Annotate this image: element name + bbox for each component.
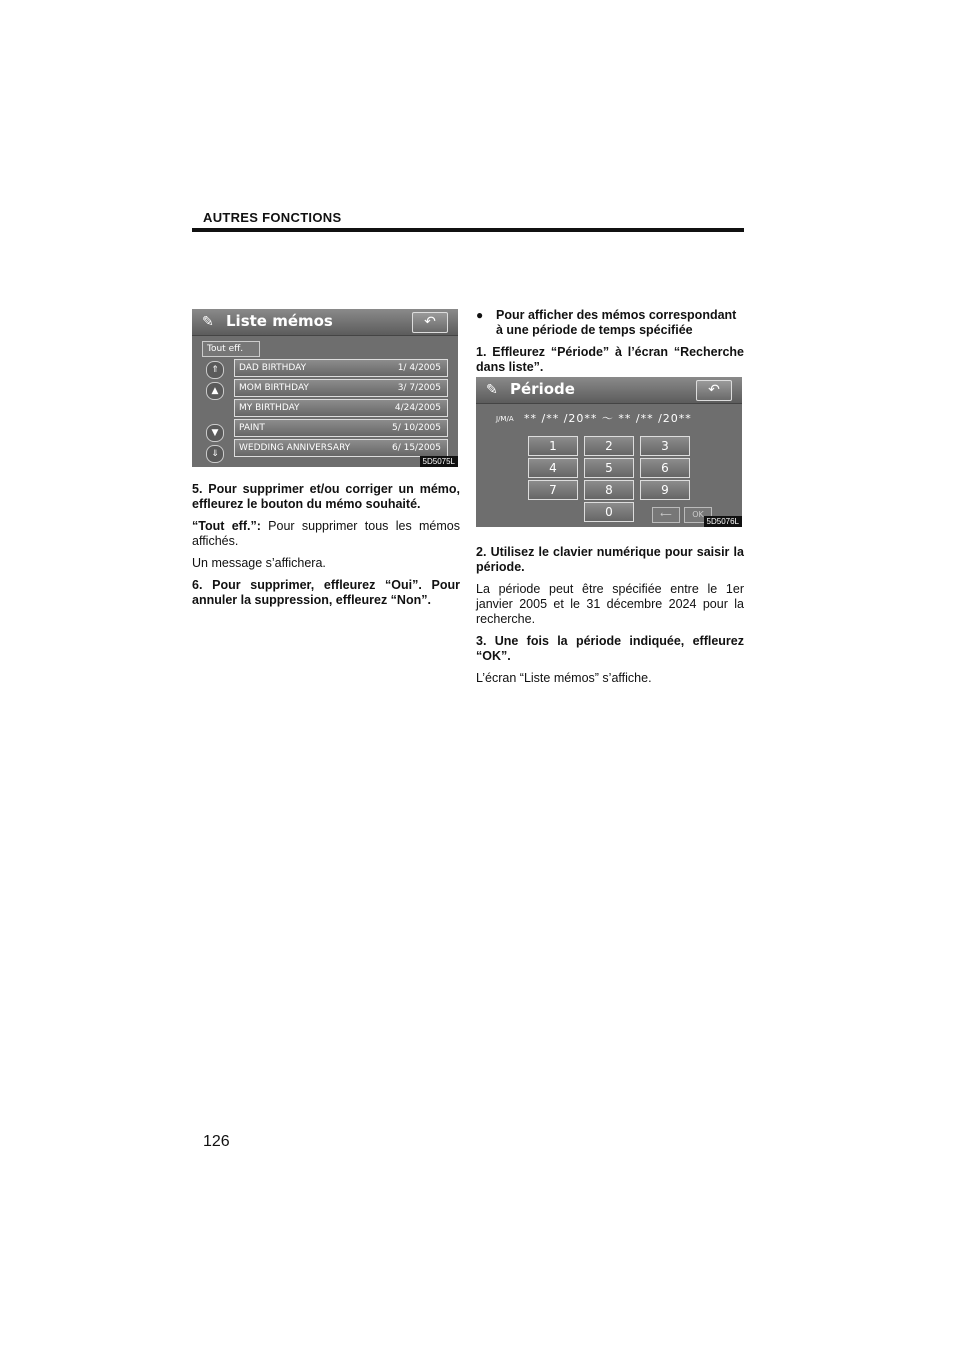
back-button: ↶ [412, 312, 448, 333]
key-8: 8 [584, 480, 634, 500]
right-column [476, 308, 744, 382]
key-3: 3 [640, 436, 690, 456]
figure-code: 5D5075L [420, 456, 458, 467]
tout-eff-term: “Tout eff.”: [192, 519, 261, 533]
bullet-heading [476, 308, 744, 338]
memo-icon: ✎ [202, 314, 214, 330]
key-7: 7 [528, 480, 578, 500]
period-display: ** /** /20** ～ ** /** /20** [524, 412, 692, 425]
right-column-lower [476, 545, 744, 693]
message-note: Un message s’affichera. [192, 556, 326, 570]
periode-screenshot [476, 377, 742, 527]
step-5: 5. Pour supprimer et/ou corriger un mémo, effleurez le bouton du mémo souhaité. [192, 482, 460, 511]
tout-eff-button: Tout eff. [202, 341, 260, 357]
bullet-icon: ● [476, 308, 484, 322]
memo-row [234, 359, 448, 377]
step-3: 3. Une fois la période indiquée, effleurez “OK”. [476, 634, 744, 663]
date-format-label: J/M/A [496, 415, 514, 423]
step-1: 1. Effleurez “Période” à l’écran “Recherche dans liste”. [476, 345, 744, 374]
memo-date: 4/24/2005 [394, 403, 441, 413]
memo-name: MOM BIRTHDAY [239, 383, 309, 393]
tout-eff-text: Pour supprimer tous les mémos affichés. [192, 519, 460, 548]
figure-code: 5D5076L [704, 516, 742, 527]
memo-row [234, 419, 448, 437]
memo-date: 1/ 4/2005 [397, 363, 441, 373]
ok-button: OK [684, 507, 712, 523]
left-column [192, 482, 460, 615]
section-header: AUTRES FONCTIONS [203, 210, 342, 225]
step-2: 2. Utilisez le clavier numérique pour saisir la période. [476, 545, 744, 574]
tout-eff-description [192, 519, 460, 549]
memo-date: 5/ 10/2005 [391, 423, 441, 433]
key-5: 5 [584, 458, 634, 478]
memo-row [234, 399, 448, 417]
memo-name: MY BIRTHDAY [239, 403, 300, 413]
liste-memos-screenshot [192, 309, 458, 467]
key-0: 0 [584, 502, 634, 522]
header-rule [192, 228, 744, 232]
screen-title: Liste mémos [226, 312, 333, 330]
page-down-icon: ⇓ [206, 445, 224, 463]
scroll-down-icon: ▼ [206, 424, 224, 442]
key-6: 6 [640, 458, 690, 478]
key-1: 1 [528, 436, 578, 456]
memo-row [234, 379, 448, 397]
back-button: ↶ [696, 380, 732, 401]
screen-title: Période [510, 380, 575, 398]
key-2: 2 [584, 436, 634, 456]
memo-date: 6/ 15/2005 [391, 443, 441, 453]
memo-icon: ✎ [486, 382, 498, 398]
page-number: 126 [203, 1133, 230, 1150]
key-4: 4 [528, 458, 578, 478]
bullet-text: Pour afficher des mémos correspondant à une période de temps spécifiée [496, 308, 737, 337]
delete-button: ⟵ [652, 507, 680, 523]
result-note: L’écran “Liste mémos” s’affiche. [476, 671, 652, 685]
page-up-icon: ⇑ [206, 361, 224, 379]
step-6: 6. Pour supprimer, effleurez “Oui”. Pour annuler la suppression, effleurez “Non”. [192, 578, 460, 607]
scroll-up-icon: ▲ [206, 382, 224, 400]
memo-row [234, 439, 448, 457]
key-9: 9 [640, 480, 690, 500]
memo-name: WEDDING ANNIVERSARY [239, 443, 351, 453]
memo-name: PAINT [239, 423, 265, 433]
title-bar [192, 309, 458, 336]
range-note: La période peut être spécifiée entre le 1er janvier 2005 et le 31 décembre 2024 pour la recherche. [476, 582, 744, 626]
memo-date: 3/ 7/2005 [397, 383, 441, 393]
memo-name: DAD BIRTHDAY [239, 363, 307, 373]
